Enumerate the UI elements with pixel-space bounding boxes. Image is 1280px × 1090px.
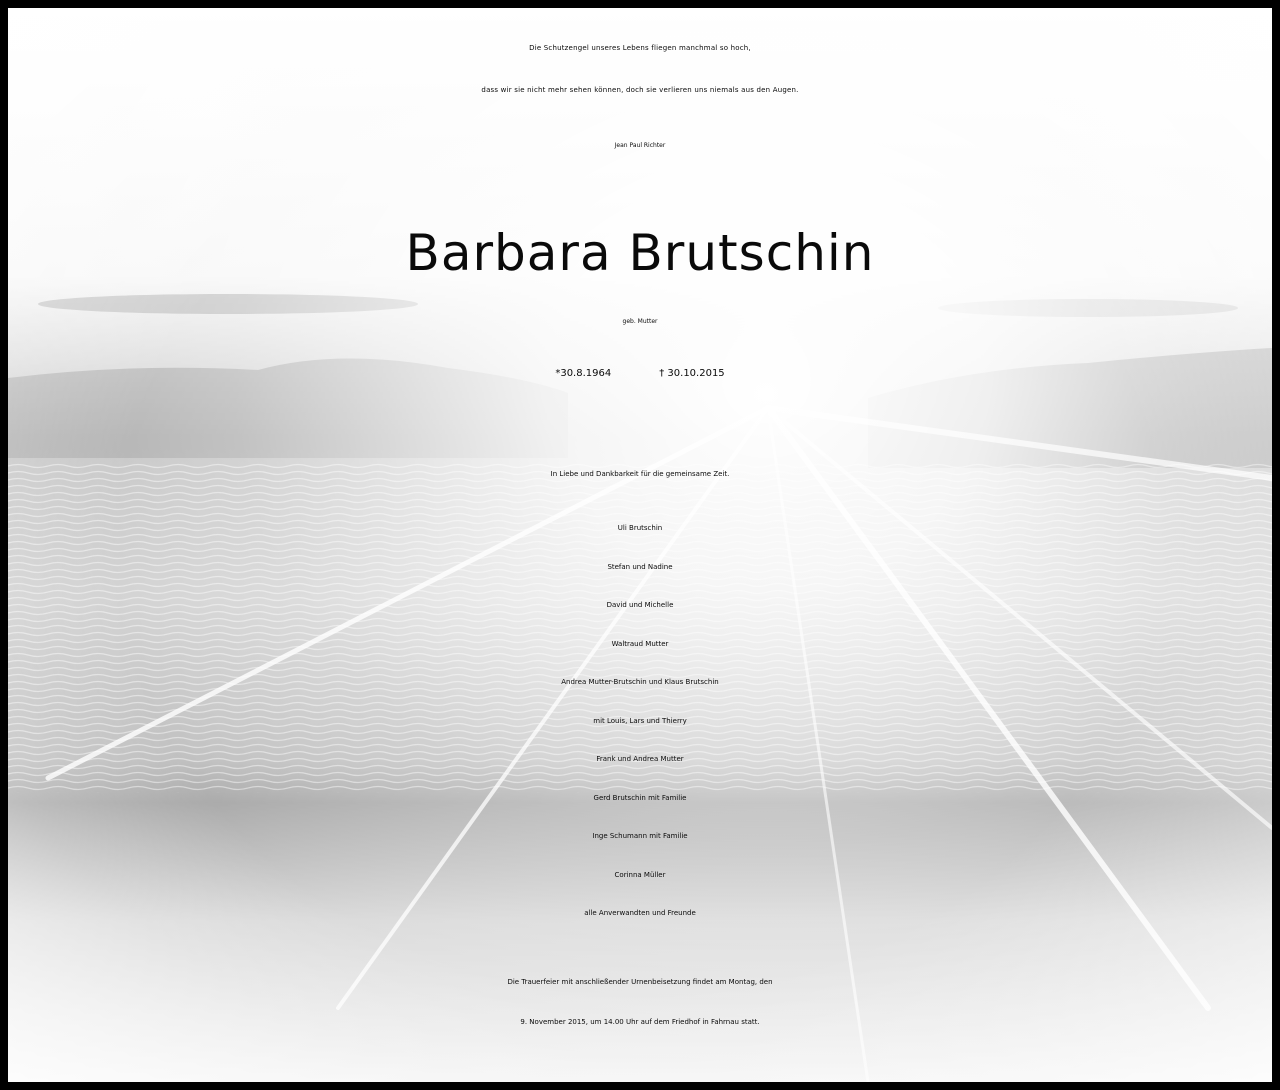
mourner-name: Stefan und Nadine: [607, 563, 673, 571]
mourner-name: Waltraud Mutter: [611, 640, 669, 648]
dedication: In Liebe und Dankbarkeit für die gemeinsame Zeit.: [550, 470, 730, 478]
death-date: † 30.10.2015: [659, 368, 725, 379]
mourner-name: alle Anverwandten und Freunde: [584, 909, 696, 917]
life-dates: [8, 368, 1272, 379]
birth-date: *30.8.1964: [555, 368, 612, 379]
funeral-info-line-1: Die Trauerfeier mit anschließender Urnenbeisetzung findet am Montag, den: [507, 978, 773, 986]
mourner-name: Andrea Mutter-Brutschin und Klaus Brutschin: [561, 678, 719, 686]
mourner-name: David und Michelle: [606, 601, 674, 609]
mourner-name: Inge Schumann mit Familie: [592, 832, 688, 840]
deceased-name: Barbara Brutschin: [405, 224, 875, 282]
mourner-name: Uli Brutschin: [617, 524, 663, 532]
mourner-name: Corinna Müller: [614, 871, 666, 879]
mourner-name: Gerd Brutschin mit Familie: [593, 794, 687, 802]
notice-text: [8, 8, 1272, 1082]
quote-line-2: dass wir sie nicht mehr sehen können, doch sie verlieren uns niemals aus den Augen.: [481, 86, 799, 94]
maiden-name: geb. Mutter: [622, 318, 658, 325]
mourner-name: mit Louis, Lars und Thierry: [593, 717, 687, 725]
quote-author: Jean Paul Richter: [614, 142, 666, 149]
mourner-name: Frank und Andrea Mutter: [596, 755, 684, 763]
obituary-notice: [8, 8, 1272, 1082]
quote-line-1: Die Schutzengel unseres Lebens fliegen manchmal so hoch,: [529, 44, 751, 52]
funeral-info-line-2: 9. November 2015, um 14.00 Uhr auf dem Friedhof in Fahrnau statt.: [520, 1018, 760, 1026]
